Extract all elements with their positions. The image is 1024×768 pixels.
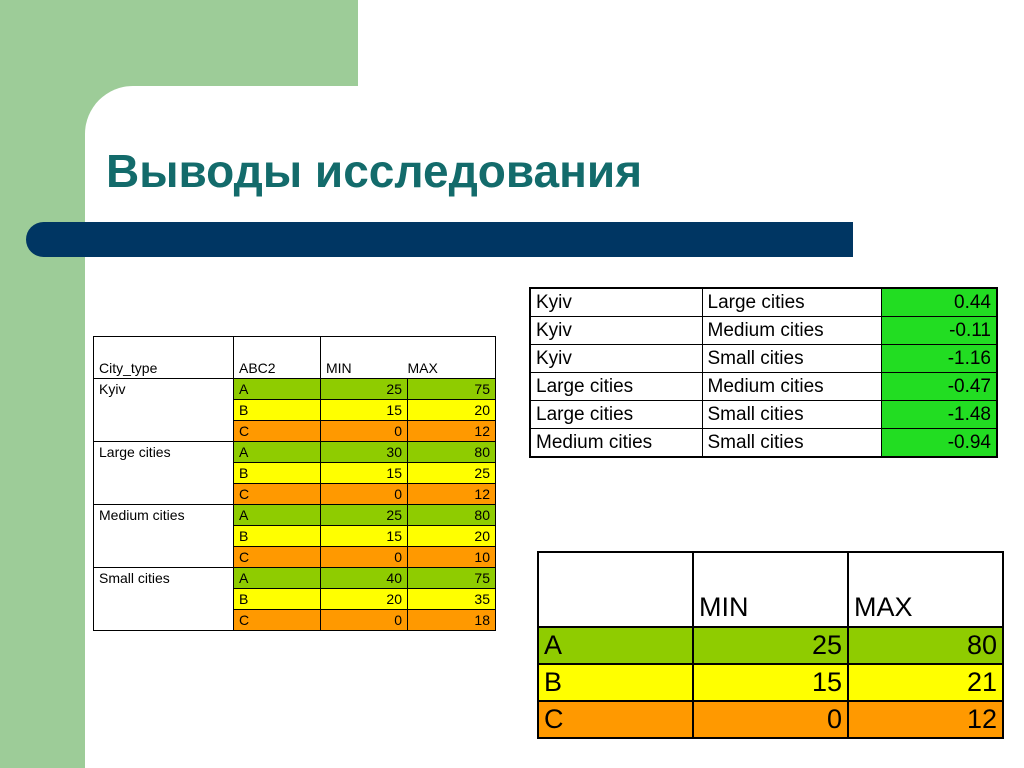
min-cell: 0: [321, 547, 408, 568]
title-underline-bar: [26, 222, 853, 257]
city-b-cell: Small cities: [702, 429, 881, 458]
table-row: [94, 379, 496, 400]
abc-cell: C: [234, 484, 321, 505]
min-cell: 0: [693, 701, 848, 738]
max-cell: 18: [408, 610, 496, 631]
value-cell: -0.47: [881, 373, 997, 401]
min-cell: 20: [321, 589, 408, 610]
column-header-min: MIN: [321, 337, 408, 379]
table-row: [530, 288, 997, 317]
max-cell: 25: [408, 463, 496, 484]
table-row: [538, 701, 1003, 738]
max-cell: 10: [408, 547, 496, 568]
min-cell: 25: [321, 505, 408, 526]
city-b-cell: Medium cities: [702, 317, 881, 345]
max-cell: 20: [408, 526, 496, 547]
min-cell: 15: [693, 664, 848, 701]
max-cell: 80: [848, 627, 1003, 664]
max-cell: 80: [408, 505, 496, 526]
table-row: [530, 373, 997, 401]
abc-table: [93, 336, 496, 631]
abc-cell: A: [234, 379, 321, 400]
abc-cell: B: [234, 400, 321, 421]
min-cell: 0: [321, 610, 408, 631]
max-cell: 12: [408, 484, 496, 505]
value-cell: -1.16: [881, 345, 997, 373]
table-row: [530, 345, 997, 373]
min-cell: 15: [321, 526, 408, 547]
value-cell: -1.48: [881, 401, 997, 429]
min-cell: 40: [321, 568, 408, 589]
min-cell: 25: [321, 379, 408, 400]
city-a-cell: Large cities: [530, 373, 702, 401]
table-row: [538, 664, 1003, 701]
abc-cell: C: [538, 701, 693, 738]
column-header-city-type: City_type: [94, 337, 234, 379]
max-cell: 75: [408, 568, 496, 589]
max-cell: 75: [408, 379, 496, 400]
abc-cell: B: [234, 526, 321, 547]
city-a-cell: Kyiv: [530, 288, 702, 317]
abc-cell: A: [234, 505, 321, 526]
city-b-cell: Medium cities: [702, 373, 881, 401]
max-cell: 20: [408, 400, 496, 421]
summary-table: [537, 551, 1004, 739]
min-cell: 0: [321, 484, 408, 505]
abc-cell: C: [234, 421, 321, 442]
table-row: [530, 401, 997, 429]
table-header-row: [94, 337, 496, 379]
max-cell: 12: [848, 701, 1003, 738]
table-row: [538, 627, 1003, 664]
city-b-cell: Large cities: [702, 288, 881, 317]
min-cell: 15: [321, 463, 408, 484]
max-cell: 21: [848, 664, 1003, 701]
value-cell: -0.94: [881, 429, 997, 458]
column-header-blank: [538, 552, 693, 627]
abc-cell: C: [234, 610, 321, 631]
city-cell: Kyiv: [94, 379, 234, 442]
value-cell: -0.11: [881, 317, 997, 345]
city-a-cell: Medium cities: [530, 429, 702, 458]
abc-cell: B: [234, 589, 321, 610]
max-cell: 35: [408, 589, 496, 610]
max-cell: 80: [408, 442, 496, 463]
min-cell: 0: [321, 421, 408, 442]
max-cell: 12: [408, 421, 496, 442]
abc-cell: B: [234, 463, 321, 484]
abc-cell: C: [234, 547, 321, 568]
city-a-cell: Kyiv: [530, 345, 702, 373]
column-header-min: MIN: [693, 552, 848, 627]
table-row: [94, 568, 496, 589]
value-cell: 0.44: [881, 288, 997, 317]
city-b-cell: Small cities: [702, 401, 881, 429]
city-b-cell: Small cities: [702, 345, 881, 373]
column-header-max: MAX: [408, 337, 496, 379]
abc-cell: A: [538, 627, 693, 664]
city-cell: Small cities: [94, 568, 234, 631]
column-header-abc: ABC2: [234, 337, 321, 379]
min-cell: 25: [693, 627, 848, 664]
city-a-cell: Large cities: [530, 401, 702, 429]
table-row: [94, 442, 496, 463]
abc-cell: A: [234, 442, 321, 463]
abc-cell: B: [538, 664, 693, 701]
table-row: [530, 317, 997, 345]
column-header-max: MAX: [848, 552, 1003, 627]
abc-cell: A: [234, 568, 321, 589]
min-cell: 30: [321, 442, 408, 463]
comparison-table: [529, 287, 998, 458]
slide-title: Выводы исследования: [106, 145, 643, 197]
table-row: [530, 429, 997, 458]
table-row: [94, 505, 496, 526]
table-header-row: [538, 552, 1003, 627]
city-cell: Medium cities: [94, 505, 234, 568]
city-cell: Large cities: [94, 442, 234, 505]
city-a-cell: Kyiv: [530, 317, 702, 345]
min-cell: 15: [321, 400, 408, 421]
